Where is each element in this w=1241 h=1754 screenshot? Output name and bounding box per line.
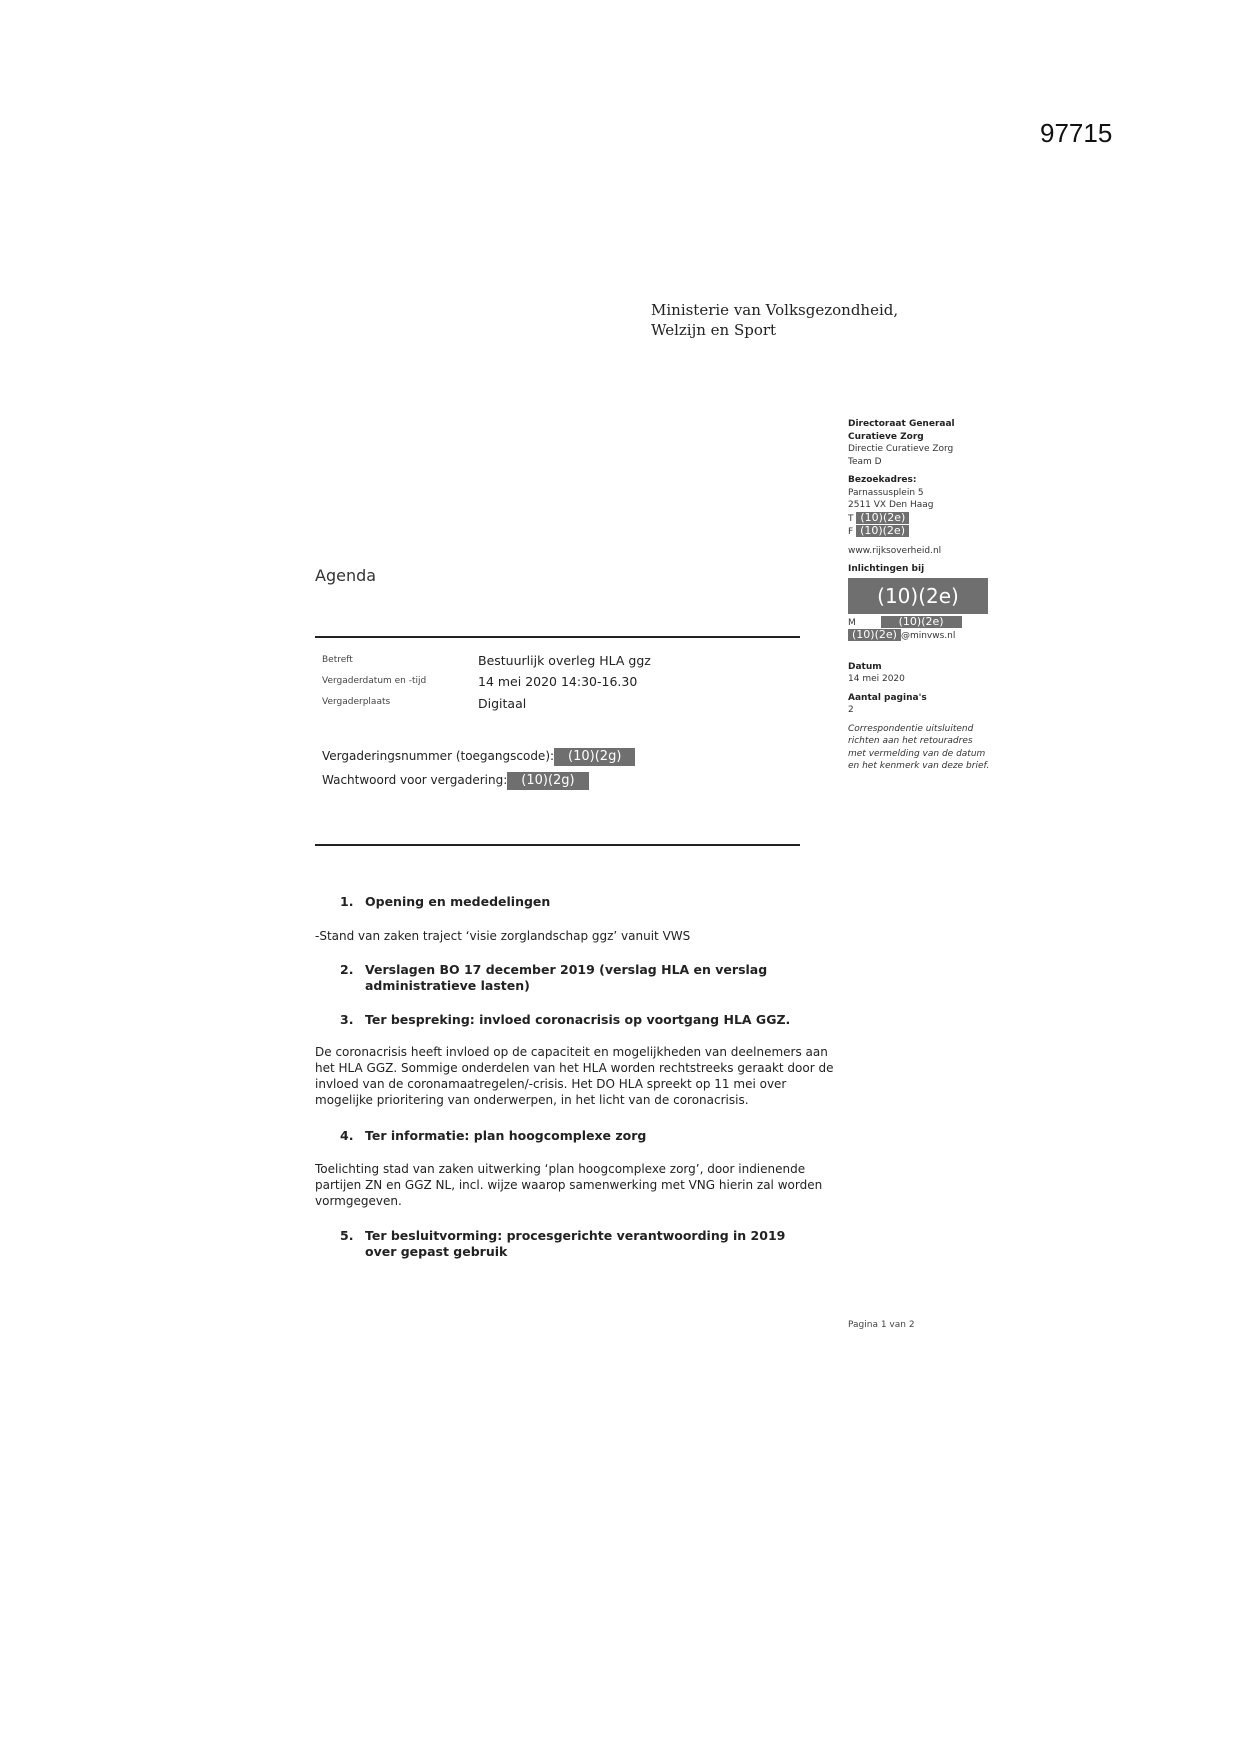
mobile-row <box>848 616 1008 630</box>
address-street: Parnassusplein 5 <box>848 487 924 498</box>
item-number: 3. <box>340 1012 354 1027</box>
fax-label: F <box>848 527 854 537</box>
meeting-number-label: Vergaderingsnummer (toegangscode): <box>322 749 555 763</box>
fax-row <box>848 525 1008 539</box>
sender-sidebar <box>848 418 1008 773</box>
meeting-number-row <box>322 748 635 766</box>
password-row <box>322 772 589 790</box>
fax-redacted: (10)(2e) <box>856 525 909 537</box>
email-row <box>848 629 1008 643</box>
datetime-value: 14 mei 2020 14:30-16.30 <box>478 674 638 689</box>
contact-name-redacted: (10)(2e) <box>848 578 988 614</box>
subject-value: Bestuurlijk overleg HLA ggz <box>478 653 651 668</box>
phone-row <box>848 512 1008 526</box>
agenda-item-4 <box>340 1128 820 1144</box>
page-count-label: Aantal pagina's <box>848 692 927 703</box>
top-divider <box>315 636 800 638</box>
agenda-item-5 <box>340 1228 820 1260</box>
password-redacted: (10)(2g) <box>507 772 588 790</box>
item-title: Verslagen BO 17 december 2019 (verslag HLA en verslag administratieve lasten) <box>365 962 768 993</box>
item-title: Ter besluitvorming: procesgerichte verantwoording in 2019 over gepast gebruik <box>365 1228 786 1259</box>
website-link[interactable]: www.rijksoverheid.nl <box>848 545 942 556</box>
info-label: Inlichtingen bij <box>848 564 925 574</box>
item-title: Opening en mededelingen <box>365 894 551 909</box>
email-redacted: (10)(2e) <box>848 629 901 641</box>
directorate-line-2: Curatieve Zorg <box>848 431 924 442</box>
bottom-divider <box>315 844 800 846</box>
ministry-name <box>651 300 898 340</box>
visit-address-label: Bezoekadres: <box>848 475 917 485</box>
ministry-line-2: Welzijn en Sport <box>651 321 777 339</box>
item-3-description: De coronacrisis heeft invloed op de capaciteit en mogelijkheden van deelnemers aan het HLA GGZ. Sommige onderdelen van het HLA worden rechtstreeks geraakt door de invloed van de coronamaatregelen/-crisis. Het DO HLA spreekt op 11 mei over mogelijke prioritering van onderwerpen, in het licht van de coronacrisis. <box>315 1045 834 1107</box>
agenda-item-1 <box>340 894 820 910</box>
directorate-team: Team D <box>848 456 882 467</box>
item-number: 2. <box>340 962 354 977</box>
mobile-redacted: (10)(2e) <box>881 616 962 628</box>
item-number: 1. <box>340 894 354 909</box>
document-number: 97715 <box>1040 118 1113 148</box>
datetime-label: Vergaderdatum en -tijd <box>322 676 427 686</box>
password-label: Wachtwoord voor vergadering: <box>322 773 508 787</box>
mobile-label: M <box>848 617 856 628</box>
item-1-note: -Stand van zaken traject ‘visie zorglandschap ggz’ vanuit VWS <box>315 929 691 943</box>
correspondence-note: Correspondentie uitsluitend richten aan het retouradres met vermelding van de datum en het kenmerk van deze brief. <box>848 723 990 771</box>
page-number: Pagina 1 van 2 <box>848 1320 915 1330</box>
item-number: 5. <box>340 1228 354 1243</box>
item-number: 4. <box>340 1128 354 1143</box>
directorate-line-1: Directoraat Generaal <box>848 419 955 429</box>
page-count-value: 2 <box>848 705 854 715</box>
location-value: Digitaal <box>478 696 527 711</box>
subject-label: Betreft <box>322 655 353 665</box>
directorate-department: Directie Curatieve Zorg <box>848 444 954 454</box>
email-domain: @minvws.nl <box>900 631 956 641</box>
address-city: 2511 VX Den Haag <box>848 500 934 510</box>
item-title: Ter informatie: plan hoogcomplexe zorg <box>365 1128 647 1143</box>
agenda-title: Agenda <box>315 566 377 585</box>
item-title: Ter bespreking: invloed coronacrisis op voortgang HLA GGZ. <box>365 1012 791 1027</box>
agenda-item-2 <box>340 962 820 994</box>
phone-label: T <box>848 513 854 524</box>
date-label: Datum <box>848 661 882 672</box>
phone-redacted: (10)(2e) <box>856 512 909 524</box>
agenda-item-3 <box>340 1012 820 1028</box>
item-4-description: Toelichting stad van zaken uitwerking ‘plan hoogcomplexe zorg’, door indienende partijen ZN en GGZ NL, incl. wijze waarop samenwerking met VNG hierin zal worden vormgegeven. <box>315 1162 823 1208</box>
location-label: Vergaderplaats <box>322 697 391 707</box>
ministry-line-1: Ministerie van Volksgezondheid, <box>651 301 899 319</box>
date-value: 14 mei 2020 <box>848 674 905 684</box>
meeting-number-redacted: (10)(2g) <box>554 748 635 766</box>
